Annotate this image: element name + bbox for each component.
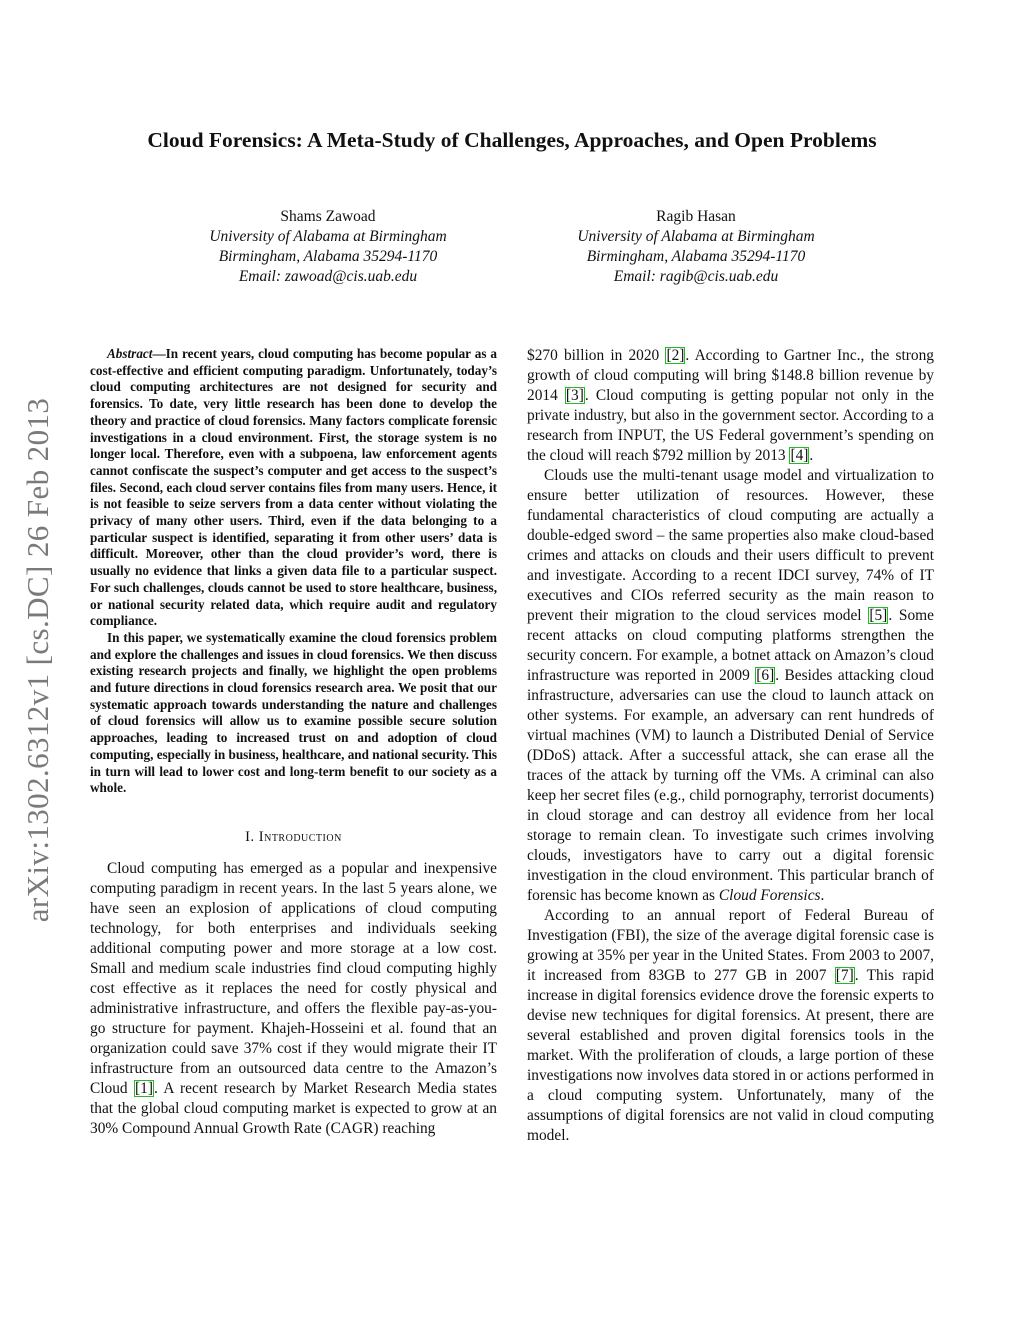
citation-link-7[interactable]: [7] xyxy=(835,967,854,984)
body-text: . xyxy=(820,887,825,904)
citation-link-1[interactable]: [1] xyxy=(135,1079,153,1097)
arxiv-identifier xyxy=(8,360,68,960)
author-location: Birmingham, Alabama 35294-1170 xyxy=(586,248,806,265)
abstract-label: Abstract xyxy=(107,346,153,361)
section-title: Introduction xyxy=(258,828,342,845)
body-text: Cloud computing has emerged as a popular and inexpensive computing paradigm in recent years. In the last 5 years alone, we have seen an explosion of applications of cloud computing technology, for both enterprises and individuals seeking additional computing power and more storage at a low cost. Small and medium scale industries find cloud computing highly cost effective as it replaces the need for costly physical and administrative infrastructure, and offers the flexible pay-as-you-go structure for payment. Khajeh-Hosseini et al. found that an organization could save 37% cost if they would migrate their IT infrastructure from an outsourced data centre to the Amazon’s Cloud xyxy=(90,859,497,1097)
abstract-paragraph-2: In this paper, we systematically examine the cloud forensics problem and explore the challenges and issues in cloud forensics. We then discuss existing research projects and finally, we highlight the open problems and future directions in cloud forensics research area. We posit that our systematic approach towards understanding the nature and challenges of cloud forensics will allow us to examine possible secure solution approaches, leading to increased trust on and adoption of cloud computing, especially in business, healthcare, and national security. This in turn will lead to lower cost and long-term benefit to our society as a whole. xyxy=(90,629,497,796)
body-text: . A recent research by Market Research Media states that the global cloud computing market is expected to grow at an 30% Compound Annual Growth Rate (CAGR) reaching xyxy=(90,1079,497,1137)
left-column xyxy=(90,346,497,1139)
author-block-2 xyxy=(546,207,846,287)
intro-paragraph-3 xyxy=(527,906,934,1146)
citation-link-2[interactable]: [2] xyxy=(666,347,685,364)
body-text: . Cloud computing is getting popular not only in the private industry, but also in the government sector. According to a research from INPUT, the US Federal government’s spending on the cloud will reach $792 million by 2013 xyxy=(527,387,934,464)
author-name: Shams Zawoad xyxy=(280,208,376,225)
abstract xyxy=(90,346,497,797)
body-text: . This rapid increase in digital forensics evidence drove the forensic experts to devise new techniques for digital forensics. At present, there are several established and proven digital forensics tools in the market. With the proliferation of clouds, a large portion of these investigations now involves data stored in or actions performed in a cloud computing system. Unfortunately, many of the assumptions of digital forensics are not valid in cloud computing model. xyxy=(527,967,934,1144)
intro-paragraph-2 xyxy=(527,466,934,906)
author-email: Email: ragib@cis.uab.edu xyxy=(613,268,779,285)
body-text: $270 billion in 2020 xyxy=(527,347,660,364)
section-heading-introduction xyxy=(90,827,497,847)
abstract-text-1: In recent years, cloud computing has become popular as a cost-effective and efficient computing paradigm. Unfortunately, today’s cloud computing architectures are not designed for security and forensics. To date, very little research has been done to develop the theory and practice of cloud forensics. Many factors complicate forensic investigations in a cloud environment. First, the storage system is no longer local. Therefore, even with a subpoena, law enforcement agents cannot confiscate the suspect’s computer and get access to the suspect’s files. Second, each cloud server contains files from many users. Hence, it is not feasible to seize servers from a data center without violating the privacy of many other users. Third, even if the data belonging to a particular suspect is identified, separating it from other users’ data is difficult. Moreover, other than the cloud provider’s word, there is usually no evidence that links a given data file to a particular suspect. For such challenges, clouds cannot be used to store healthcare, business, or national security related data, which require audit and regulatory compliance. xyxy=(90,346,497,629)
author-block-1 xyxy=(178,207,478,287)
body-text: . According to Gartner Inc., the strong growth of cloud computing will bring $148.8 billion revenue by 2014 xyxy=(527,347,934,404)
abstract-dash: — xyxy=(152,346,166,361)
abstract-paragraph-1 xyxy=(90,346,497,630)
body-text: According to an annual report of Federal Bureau of Investigation (FBI), the size of the average digital forensic case is growing at 35% per year in the United States. From 2003 to 2007, it increased from 83GB to 277 GB in 2007 xyxy=(527,907,934,984)
intro-paragraph-continued xyxy=(527,346,934,466)
intro-paragraph-1 xyxy=(90,859,497,1139)
emphasized-term: Cloud Forensics xyxy=(718,887,821,904)
body-text: . xyxy=(809,447,814,464)
paper-title: Cloud Forensics: A Meta-Study of Challenges, Approaches, and Open Problems xyxy=(147,128,877,152)
arxiv-identifier-text: arXiv:1302.6312v1 [cs.DC] 26 Feb 2013 xyxy=(20,397,55,923)
citation-link-5[interactable]: [5] xyxy=(869,607,888,624)
body-text: . Some recent attacks on cloud computing platforms strengthen the security concern. For example, a botnet attack on Amazon’s cloud infrastructure was reported in 2009 xyxy=(527,607,934,684)
body-text: . Besides attacking cloud infrastructure, adversaries can use the cloud to launch attack on other systems. For example, an adversary can rent hundreds of virtual machines (VM) to launch a Distributed Denial of Service (DDoS) attack. After a successful attack, she can erase all the traces of the attack by turning off the VMs. A criminal can also keep her secret files (e.g., child pornography, terrorist documents) in cloud storage and can destroy all evidence from her local storage to remain clean. To investigate such crimes involving clouds, investigators have to carry out a digital forensic investigation in the cloud environment. This particular branch of forensic has become known as xyxy=(527,667,934,904)
author-name: Ragib Hasan xyxy=(656,208,736,225)
author-affiliation: University of Alabama at Birmingham xyxy=(209,228,447,245)
citation-link-6[interactable]: [6] xyxy=(756,667,775,684)
right-column xyxy=(527,346,934,1146)
body-text: Clouds use the multi-tenant usage model and virtualization to ensure better utilization of resources. However, these fundamental characteristics of cloud computing are actually a double-edged sword – the same properties also make cloud-based crimes and attacks on clouds and their users difficult to prevent and investigate. According to a recent IDCI survey, 74% of IT executives and CIOs referred security as the main reason to prevent their migration to the cloud services model xyxy=(527,467,934,624)
author-affiliation: University of Alabama at Birmingham xyxy=(577,228,815,245)
section-number: I. xyxy=(245,828,255,845)
citation-link-4[interactable]: [4] xyxy=(790,447,809,464)
author-email: Email: zawoad@cis.uab.edu xyxy=(238,268,418,285)
author-location: Birmingham, Alabama 35294-1170 xyxy=(218,248,438,265)
citation-link-3[interactable]: [3] xyxy=(565,387,584,404)
